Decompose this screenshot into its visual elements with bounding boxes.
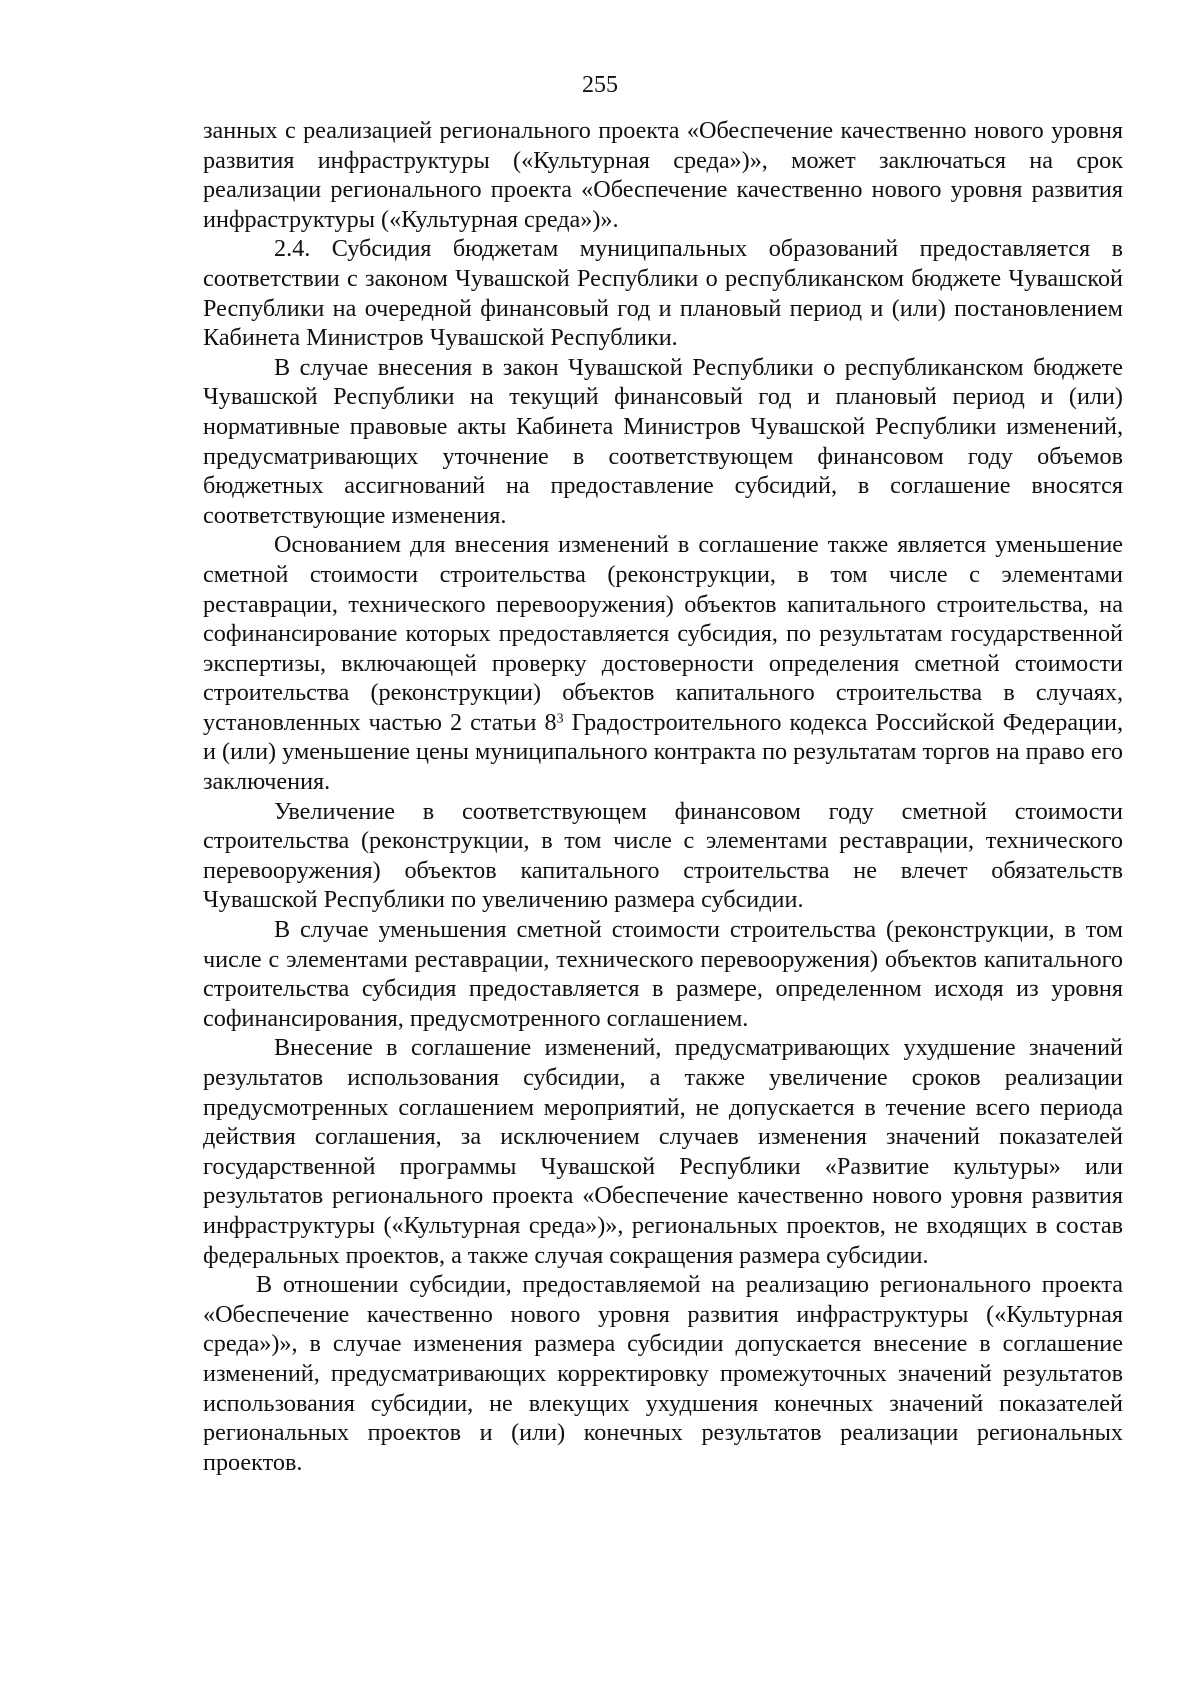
paragraph-continuation: занных с реализацией регионального проекта «Обеспечение качественно нового уровня развития инфраструктуры («Культурная среда»)», может заключаться на срок реализации регионального проекта «Обеспечение качественно нового уровня развития инфраструктуры («Культурная среда»)». [203, 117, 1123, 233]
paragraph-grounds-text-after: Градостроительного кодекса Российской Федерации, и (или) уменьшение цены муниципального контракта по результатам торгов на право его заключения. [203, 708, 1123, 796]
superscript-article-index: 3 [556, 711, 564, 727]
paragraph-grounds-for-change [203, 530, 1123, 796]
page-number: 255 [582, 72, 618, 98]
document-body [203, 116, 1123, 1477]
paragraph-2-4: 2.4. Субсидия бюджетам муниципальных образований предоставляется в соответствии с законом Чувашской Республики о республиканском бюджете Чувашской Республики на очередной финансовый год и плановый период и (или) постановлением Кабинета Министров Чувашской Республики. [203, 235, 1123, 352]
paragraph-regional-project-subsidy: В отношении субсидии, предоставляемой на реализацию регионального проекта «Обеспечение качественно нового уровня развития инфраструктуры («Культурная среда»)», в случае изменения размера субсидии допускается внесение в соглашение изменений, предусматривающих корректировку промежуточных значений результатов использования субсидии, не влекущих ухудшения конечных значений показателей региональных проектов и (или) конечных результатов реализации региональных проектов. [203, 1271, 1123, 1476]
paragraph-agreement-amendments: Внесение в соглашение изменений, предусматривающих ухудшение значений результатов использования субсидии, а также увеличение сроков реализации предусмотренных соглашением мероприятий, не допускается в течение всего периода действия соглашения, за исключением случаев изменения значений показателей государственной программы Чувашской Республики «Развитие культуры» или результатов регионального проекта «Обеспечение качественно нового уровня развития инфраструктуры («Культурная среда»)», региональных проектов, не входящих в состав федеральных проектов, а также случая сокращения размера субсидии. [203, 1034, 1123, 1269]
paragraph-budget-law-change: В случае внесения в закон Чувашской Республики о республиканском бюджете Чувашской Республики на текущий финансовый год и плановый период и (или) нормативные правовые акты Кабинета Министров Чувашской Республики изменений, предусматривающих уточнение в соответствующем финансовом году объемов бюджетных ассигнований на предоставление субсидий, в соглашение вносятся соответствующие изменения. [203, 353, 1123, 529]
paragraph-grounds-text-before: Основанием для внесения изменений в соглашение также является уменьшение сметной стоимости строительства (реконструкции, в том числе с элементами реставрации, технического перевооружения) объектов капитального строительства, на софинансирование которых предоставляется субсидия, по результатам государственной экспертизы, включающей проверку достоверности определения сметной стоимости строительства (реконструкции) объектов капитального строительства в случаях, установленных частью 2 статьи 8 [203, 531, 1123, 736]
paragraph-cost-increase: Увеличение в соответствующем финансовом году сметной стоимости строительства (реконструкции, в том числе с элементами реставрации, технического перевооружения) объектов капитального строительства не влечет обязательств Чувашской Республики по увеличению размера субсидии. [203, 797, 1123, 914]
paragraph-cost-decrease: В случае уменьшения сметной стоимости строительства (реконструкции, в том числе с элементами реставрации, технического перевооружения) объектов капитального строительства субсидия предоставляется в размере, определенном исходя из уровня софинансирования, предусмотренного соглашением. [203, 916, 1123, 1032]
